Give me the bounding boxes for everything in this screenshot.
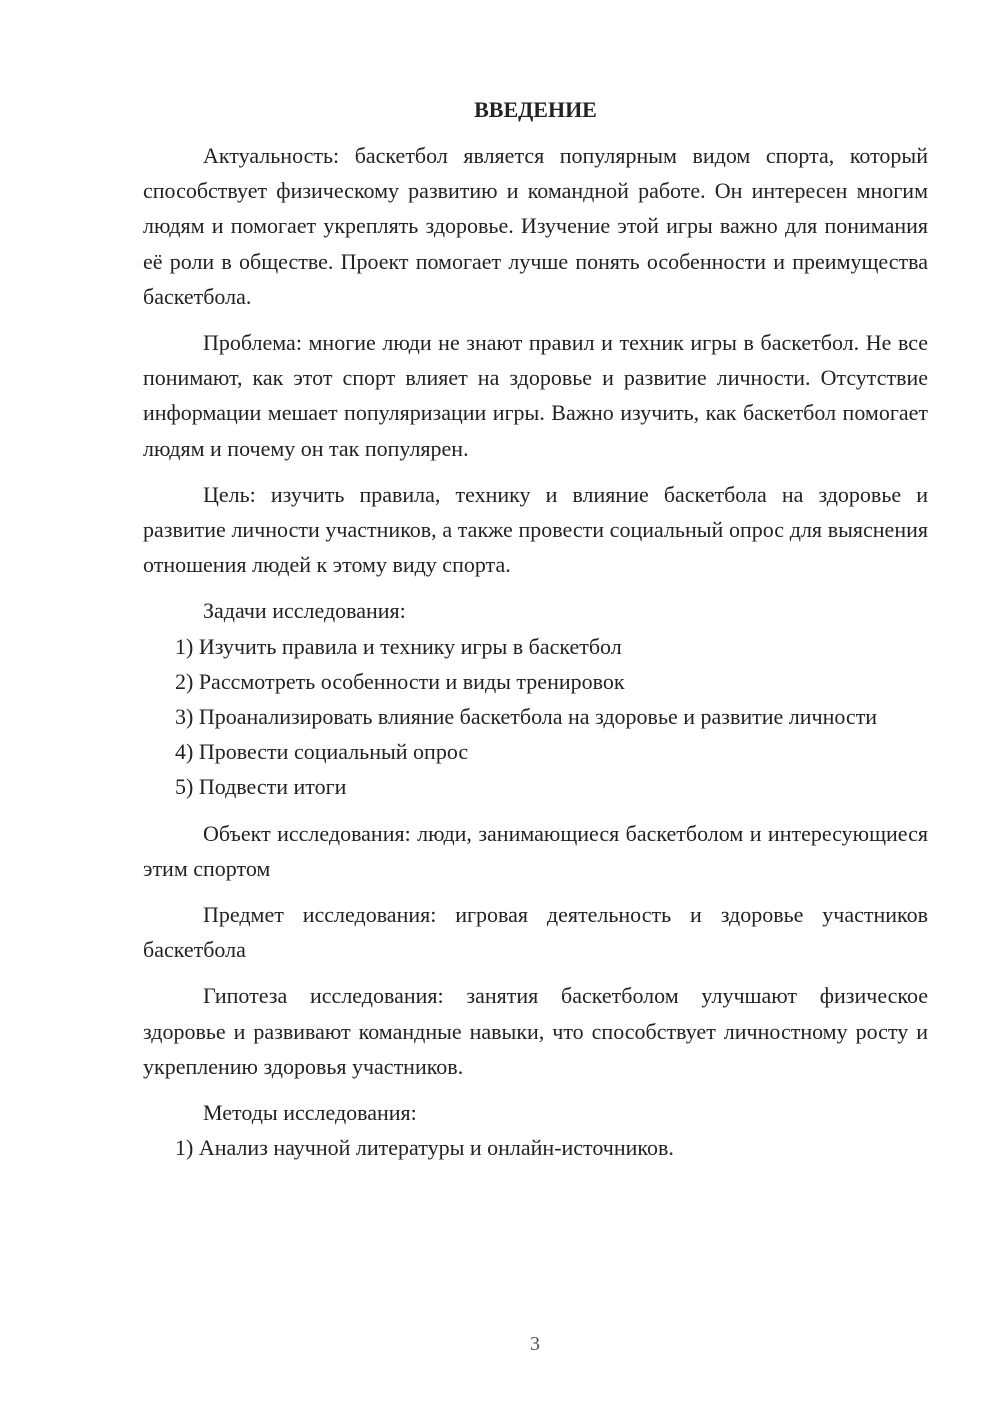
document-page (143, 92, 928, 1165)
paragraph-hypothesis: Гипотеза исследования: занятия баскетболом улучшают физическое здоровье и развивают командные навыки, что способствует личностному росту и укреплению здоровья участников. (143, 983, 928, 1079)
methods-heading: Методы исследования: (203, 1100, 417, 1126)
task-item-4: 4) Провести социальный опрос (175, 739, 469, 765)
paragraph-problem: Проблема: многие люди не знают правил и техник игры в баскетбол. Не все понимают, как этот спорт влияет на здоровье и развитие личности. Отсутствие информации мешает популяризации игры. Важно изучить, как баскетбол помогает людям и почему он так популярен. (143, 330, 928, 461)
paragraph-relevance: Актуальность: баскетбол является популярным видом спорта, который способствует физическому развитию и командной работе. Он интересен многим людям и помогает укреплять здоровье. Изучение этой игры важно для понимания её роли в обществе. Проект помогает лучше понять особенности и преимущества баскетбола. (143, 143, 928, 309)
document-title: ВВЕДЕНИЕ (474, 97, 597, 122)
tasks-heading: Задачи исследования: (203, 598, 406, 624)
task-item-5: 5) Подвести итоги (175, 774, 347, 800)
paragraph-object: Объект исследования: люди, занимающиеся баскетболом и интересующиеся этим спортом (143, 820, 928, 881)
method-item-1: 1) Анализ научной литературы и онлайн-источников. (175, 1135, 674, 1161)
task-item-3: 3) Проанализировать влияние баскетбола на здоровье и развитие личности (175, 704, 878, 730)
paragraph-goal: Цель: изучить правила, технику и влияние баскетбола на здоровье и развитие личности участников, а также провести социальный опрос для выяснения отношения людей к этому виду спорта. (143, 481, 928, 578)
task-item-2: 2) Рассмотреть особенности и виды тренировок (175, 668, 625, 694)
paragraph-subject: Предмет исследования: игровая деятельность и здоровье участников баскетбола (143, 902, 928, 963)
page-number: 3 (530, 1333, 540, 1355)
task-item-1: 1) Изучить правила и технику игры в баскетбол (175, 633, 622, 659)
